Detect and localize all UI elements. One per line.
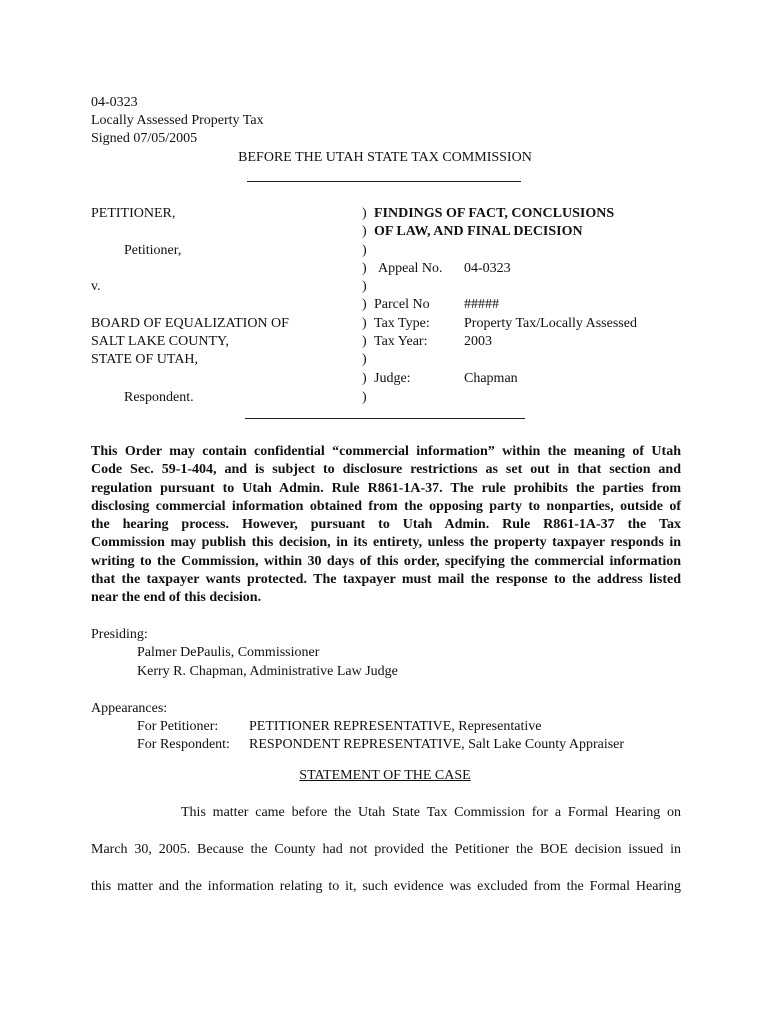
- tax-year-label: Tax Year:: [374, 334, 428, 349]
- notice-line: that the taxpayer wants protected. The taxpayer must mail the response to the address listed: [91, 572, 681, 588]
- appeal-label: Appeal No.: [378, 261, 443, 276]
- respondent-appearance-label: For Respondent:: [137, 737, 230, 752]
- notice-line: near the end of this decision.: [91, 590, 262, 606]
- appearances-label: Appearances:: [91, 701, 168, 716]
- petitioner-appearance-label: For Petitioner:: [137, 719, 219, 734]
- notice-line: Code Sec. 59-1-404, and is subject to disclosure restrictions as set out in that section and: [91, 462, 681, 478]
- caption-paren: ): [362, 224, 367, 239]
- respondent-line-1: BOARD OF EQUALIZATION OF: [91, 316, 289, 331]
- notice-line: Commission may publish this decision, in its entirety, unless the property taxpayer responds in: [91, 535, 681, 551]
- judge-label: Judge:: [374, 371, 411, 386]
- statement-line: this matter and the information relating to it, such evidence was excluded from the Formal Hearing: [91, 879, 681, 894]
- document-number: 04-0323: [91, 95, 138, 110]
- presiding-label: Presiding:: [91, 627, 148, 642]
- versus: v.: [91, 279, 101, 294]
- caption-paren: ): [362, 206, 367, 221]
- document-category: Locally Assessed Property Tax: [91, 113, 264, 128]
- tax-year-value: 2003: [464, 334, 492, 349]
- caption-paren: ): [362, 352, 367, 367]
- parcel-value: #####: [464, 297, 499, 312]
- caption-paren: ): [362, 279, 367, 294]
- notice-line: regulation pursuant to Utah Admin. Rule R861-1A-37. The rule prohibits the parties from: [91, 480, 681, 496]
- findings-line-2: OF LAW, AND FINAL DECISION: [374, 224, 583, 239]
- respondent-role: Respondent.: [124, 390, 194, 405]
- caption-paren: ): [362, 390, 367, 405]
- caption-paren: ): [362, 316, 367, 331]
- petitioner-role: Petitioner,: [124, 243, 182, 258]
- confidentiality-notice: [91, 443, 681, 608]
- caption-paren: ): [362, 297, 367, 312]
- header-divider: [247, 181, 521, 182]
- petitioner-appearance-value: PETITIONER REPRESENTATIVE, Representative: [249, 719, 542, 734]
- statement-line: March 30, 2005. Because the County had not provided the Petitioner the BOE decision issued in: [91, 842, 681, 857]
- caption-divider: [245, 418, 525, 419]
- caption-paren: ): [362, 261, 367, 276]
- notice-line: This Order may contain confidential “commercial information” within the meaning of Utah: [91, 444, 681, 459]
- judge-value: Chapman: [464, 371, 518, 386]
- tax-type-label: Tax Type:: [374, 316, 430, 331]
- parcel-label: Parcel No: [374, 297, 430, 312]
- notice-line: writing to the Commission, within 30 days of this order, specifying the commercial information: [91, 553, 681, 569]
- caption-paren: ): [362, 371, 367, 386]
- statement-line: This matter came before the Utah State Tax Commission for a Formal Hearing on: [181, 805, 681, 820]
- respondent-line-3: STATE OF UTAH,: [91, 352, 199, 367]
- caption-paren: ): [362, 334, 367, 349]
- statement-heading: [0, 767, 770, 785]
- respondent-line-2: SALT LAKE COUNTY,: [91, 334, 229, 349]
- findings-line-1: FINDINGS OF FACT, CONCLUSIONS: [374, 206, 615, 221]
- signed-date: Signed 07/05/2005: [91, 131, 198, 146]
- statement-heading-text: STATEMENT OF THE CASE: [299, 768, 471, 783]
- commission-title-text: BEFORE THE UTAH STATE TAX COMMISSION: [238, 150, 532, 165]
- commission-title: [0, 149, 770, 167]
- petitioner-name: PETITIONER,: [91, 206, 176, 221]
- caption-paren: ): [362, 243, 367, 258]
- tax-type-value: Property Tax/Locally Assessed: [464, 316, 637, 331]
- appeal-value: 04-0323: [464, 261, 511, 276]
- presiding-member: Kerry R. Chapman, Administrative Law Judge: [137, 664, 398, 679]
- respondent-appearance-value: RESPONDENT REPRESENTATIVE, Salt Lake County Appraiser: [249, 737, 625, 752]
- notice-line: the hearing process. However, pursuant to Utah Admin. Rule R861-1A-37 the Tax: [91, 517, 681, 533]
- presiding-member: Palmer DePaulis, Commissioner: [137, 645, 320, 660]
- notice-line: disclosing commercial information obtained from the opposing party to nonparties, outside of: [91, 498, 681, 514]
